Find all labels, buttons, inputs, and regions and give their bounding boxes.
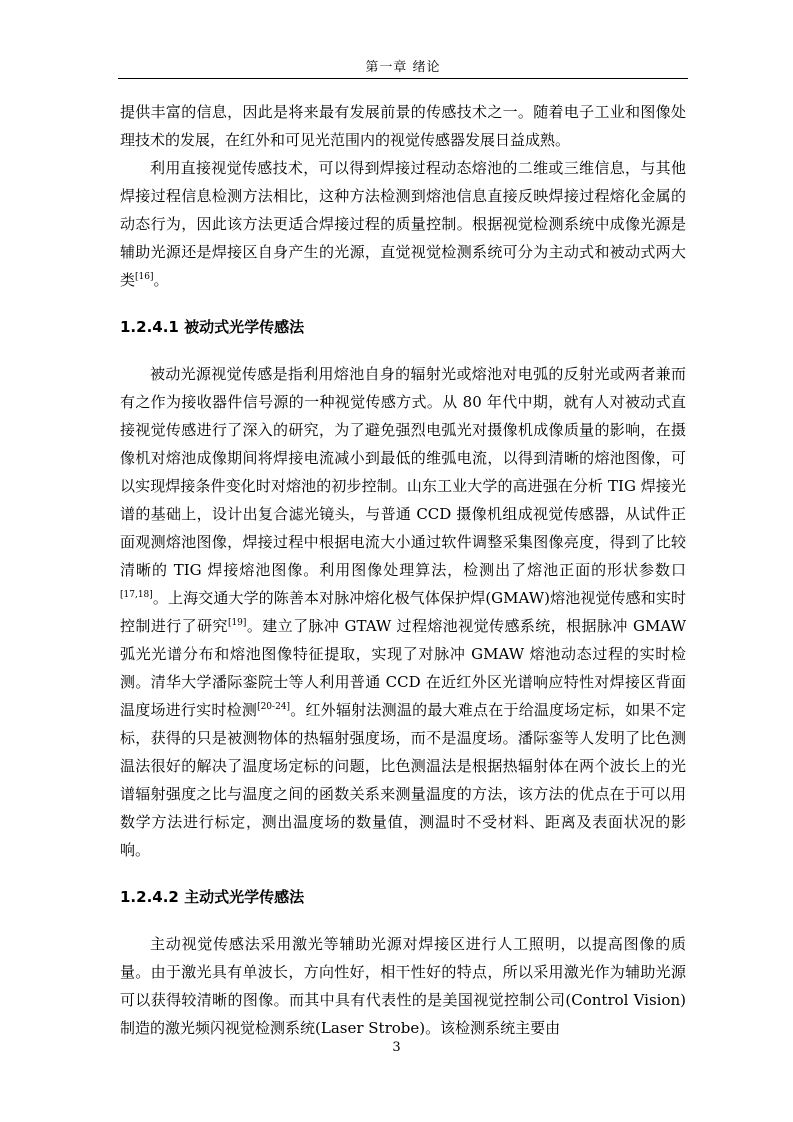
paragraph-text: 。 bbox=[153, 271, 169, 289]
paragraph-text: 。红外辐射法测温的最大难点在于给温度场定标，如果不定标，获得的只是被测物体的热辐射强度场，而不是温度场。潘际銮等人发明了比色测温法很好的解决了温度场定标的问题，比色测温法是根据热辐射体在两个波长上的光谱辐射强度之比与温度之间的函数关系来测量温度的方法，该方法的优点在于可以用数学方法进行标定，测出温度场的数量值，测温时不受材料、距离及表面状况的影响。 bbox=[120, 701, 686, 859]
citation: [17,18] bbox=[120, 590, 153, 600]
page-body bbox=[120, 98, 686, 1042]
citation: [16] bbox=[135, 272, 154, 282]
paragraph-text: 。上海交通大学的陈善本对脉冲熔化极气体保护焊(GMAW)熔池视觉传感和实时控制进行了研究 bbox=[120, 589, 686, 635]
section-heading-passive: 1.2.4.1 被动式光学传感法 bbox=[120, 318, 305, 336]
paragraph-passive-sensing bbox=[120, 360, 686, 864]
page-number: 3 bbox=[392, 1040, 401, 1055]
header-rule bbox=[118, 78, 688, 79]
running-header: 第一章 绪论 bbox=[365, 60, 441, 75]
paragraph-text: 被动光源视觉传感是指利用熔池自身的辐射光或熔池对电弧的反射光或两者兼而有之作为接收器件信号源的一种视觉传感方式。从 80 年代中期，就有人对被动式直接视觉传感进行了深入的研究，为了避免强烈电弧光对摄像机成像质量的影响，在摄像机对熔池成像期间将焊接电流减小到最低的维弧电流，以得到清晰的熔池图像，可以实现焊接条件变化时对熔池的初步控制。山东工业大学的高进强在分析 TIG 焊接光谱的基础上，设计出复合滤光镜头，与普通 CCD 摄像机组成视觉传感器，从试件正面观测熔池图像，焊接过程中根据电流大小通过软件调整采集图像亮度，得到了比较清晰的 TIG 焊接熔池图像。利用图像处理算法，检测出了熔池正面的形状参数口 bbox=[120, 365, 686, 579]
citation: [19] bbox=[227, 618, 247, 628]
citation: [20-24] bbox=[257, 702, 291, 712]
paragraph-active-sensing: 主动视觉传感法采用激光等辅助光源对焊接区进行人工照明，以提高图像的质量。由于激光具有单波长，方向性好，相干性好的特点，所以采用激光作为辅助光源可以获得较清晰的图像。而其中具有代表性的是美国视觉控制公司(Control Vision)制造的激光频闪视觉检测系统(Laser Strobe)。该检测系统主要由 bbox=[120, 935, 686, 1037]
paragraph-direct-visual-sensing bbox=[120, 154, 686, 294]
paragraph-text: 。建立了脉冲 GTAW 过程熔池视觉传感系统，根据脉冲 GMAW 弧光光谱分布和熔池图像特征提取，实现了对脉冲 GMAW 熔池动态过程的实时检测。清华大学潘际銮院士等人利用普通 CCD 在近红外区光谱响应特性对焊接区背面温度场进行实时检测 bbox=[120, 617, 686, 719]
paragraph-continued: 提供丰富的信息，因此是将来最有发展前景的传感技术之一。随着电子工业和图像处理技术的发展，在红外和可见光范围内的视觉传感器发展日益成熟。 bbox=[120, 103, 686, 149]
paragraph-text: 利用直接视觉传感技术，可以得到焊接过程动态熔池的二维或三维信息，与其他焊接过程信息检测方法相比，这种方法检测到熔池信息直接反映焊接过程熔化金属的动态行为，因此该方法更适合焊接过程的质量控制。根据视觉检测系统中成像光源是辅助光源还是焊接区自身产生的光源，直觉视觉检测系统可分为主动式和被动式两大类 bbox=[120, 159, 686, 289]
section-heading-active: 1.2.4.2 主动式光学传感法 bbox=[120, 888, 305, 906]
